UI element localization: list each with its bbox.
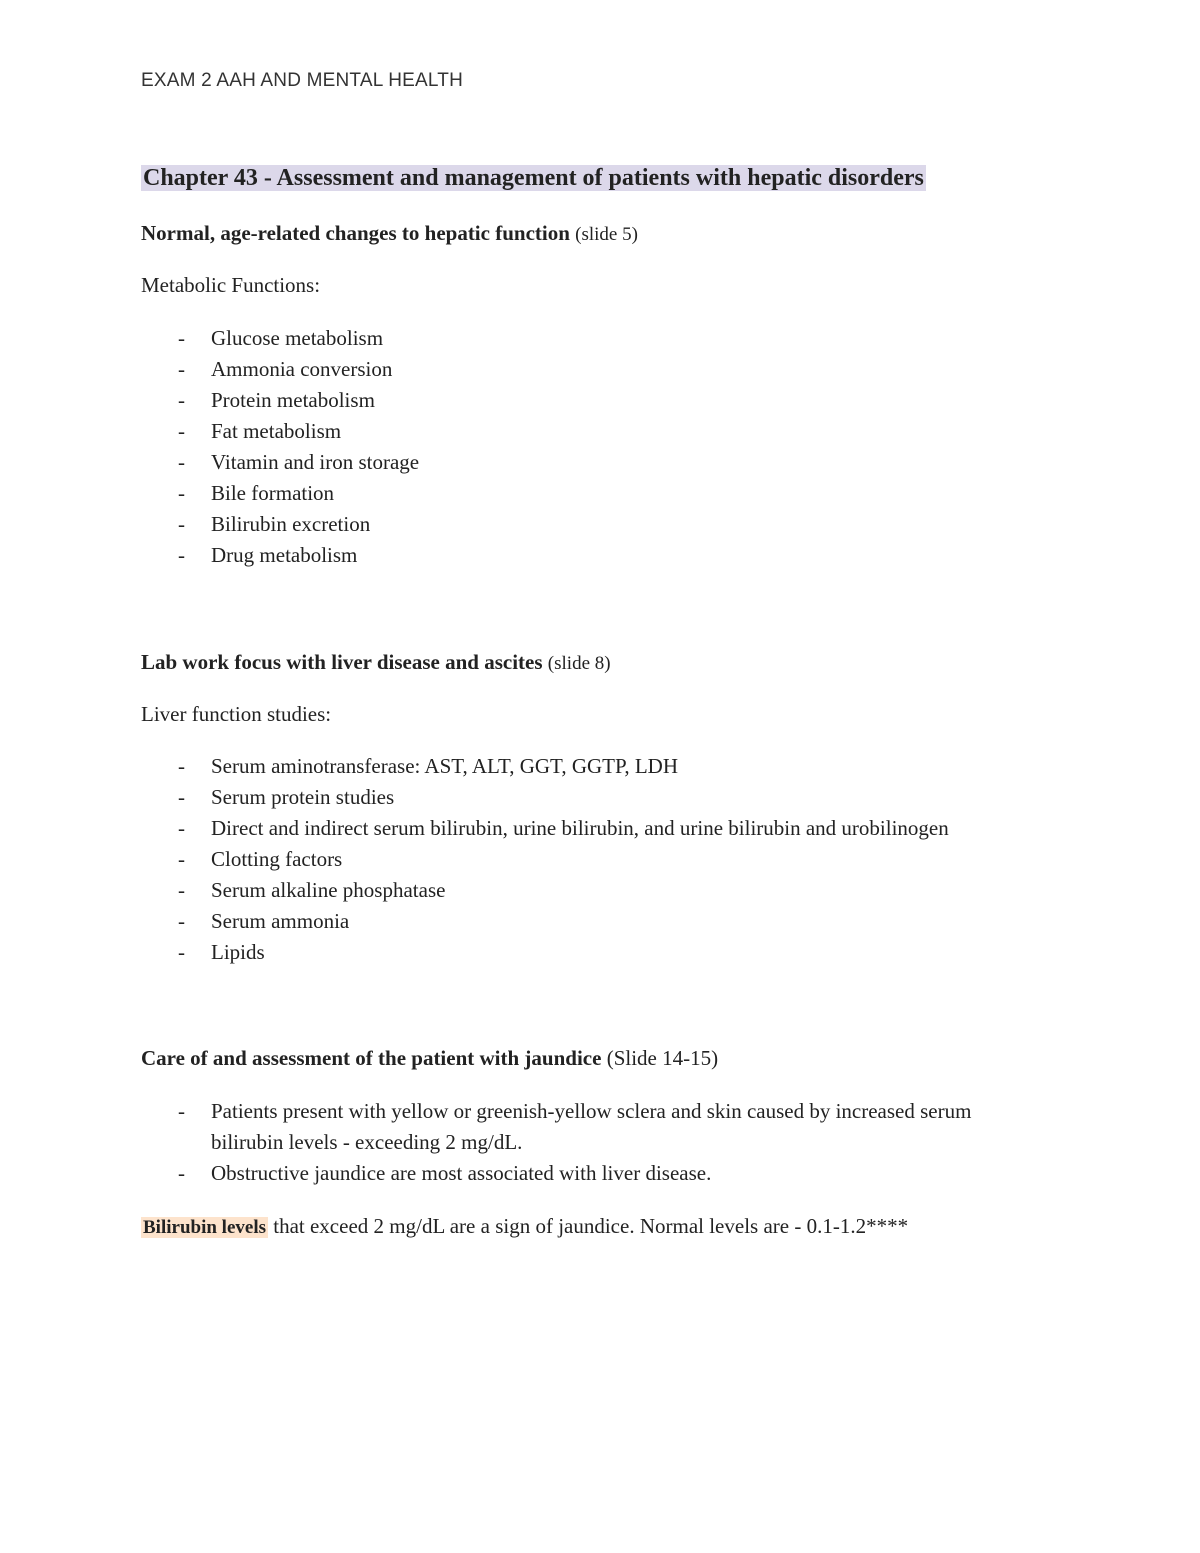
list-item: - Ammonia conversion: [141, 354, 1061, 385]
list-item: - Serum alkaline phosphatase: [141, 875, 1061, 906]
list-item: - Serum aminotransferase: AST, ALT, GGT, GGTP, LDH: [141, 751, 1061, 782]
section-heading-jaundice: [141, 1044, 718, 1072]
list-item: - Glucose metabolism: [141, 323, 1061, 354]
list-item: - Serum protein studies: [141, 782, 1061, 813]
section-intro-metabolic: Metabolic Functions:: [141, 273, 321, 297]
slide-reference: (slide 5): [575, 224, 638, 245]
slide-reference: (slide 8): [547, 653, 611, 674]
section-heading-lab: [141, 648, 611, 678]
slide-reference: (Slide 14-15): [606, 1046, 719, 1070]
list-dash: -: [178, 940, 185, 964]
list-dash: -: [178, 878, 185, 902]
list-dash: -: [178, 909, 185, 933]
list-item: - Vitamin and iron storage: [141, 447, 1061, 478]
list-dash: -: [178, 326, 185, 350]
list-dash: -: [178, 785, 185, 809]
list-item: - Drug metabolism: [141, 540, 1061, 571]
chapter-title-highlight: Chapter 43 - Assessment and management of patients with hepatic disorders: [143, 165, 924, 191]
list-metabolic-functions: [141, 323, 1061, 571]
list-jaundice: [141, 1096, 1021, 1189]
list-item: - Serum ammonia: [141, 906, 1061, 937]
bilirubin-highlight: Bilirubin levels: [143, 1217, 266, 1238]
list-item: - Clotting factors: [141, 844, 1061, 875]
list-dash: -: [178, 1161, 185, 1185]
list-item: - Protein metabolism: [141, 385, 1061, 416]
list-liver-function-studies: [141, 751, 1061, 968]
list-item: - Obstructive jaundice are most associated with liver disease.: [141, 1158, 1021, 1189]
list-dash: -: [178, 754, 185, 778]
list-item: - Patients present with yellow or greenish-yellow sclera and skin caused by increased serum bilirubin levels - exceeding 2 mg/dL.: [141, 1096, 1021, 1158]
list-dash: -: [178, 419, 185, 443]
list-dash: -: [178, 1099, 185, 1123]
list-item: - Bilirubin excretion: [141, 509, 1061, 540]
bilirubin-note: [141, 1212, 908, 1242]
bilirubin-note-text: that exceed 2 mg/dL are a sign of jaundice. Normal levels are - 0.1-1.2****: [268, 1214, 909, 1238]
section-heading-normal: [141, 219, 638, 249]
list-item: - Bile formation: [141, 478, 1061, 509]
list-dash: -: [178, 388, 185, 412]
list-item: - Direct and indirect serum bilirubin, urine bilirubin, and urine bilirubin and urobilinogen: [141, 813, 1061, 844]
section-heading-text: Care of and assessment of the patient with jaundice: [141, 1046, 602, 1070]
section-intro-liver: Liver function studies:: [141, 702, 332, 726]
list-dash: -: [178, 816, 185, 840]
list-item: - Lipids: [141, 937, 1061, 968]
running-header: EXAM 2 AAH AND MENTAL HEALTH: [141, 70, 463, 91]
list-dash: -: [178, 450, 185, 474]
section-heading-text: Lab work focus with liver disease and ascites: [141, 650, 543, 674]
list-item: - Fat metabolism: [141, 416, 1061, 447]
list-dash: -: [178, 847, 185, 871]
list-dash: -: [178, 512, 185, 536]
section-heading-text: Normal, age-related changes to hepatic function: [141, 221, 570, 245]
list-dash: -: [178, 481, 185, 505]
list-dash: -: [178, 357, 185, 381]
list-dash: -: [178, 543, 185, 567]
chapter-title: [141, 163, 926, 193]
